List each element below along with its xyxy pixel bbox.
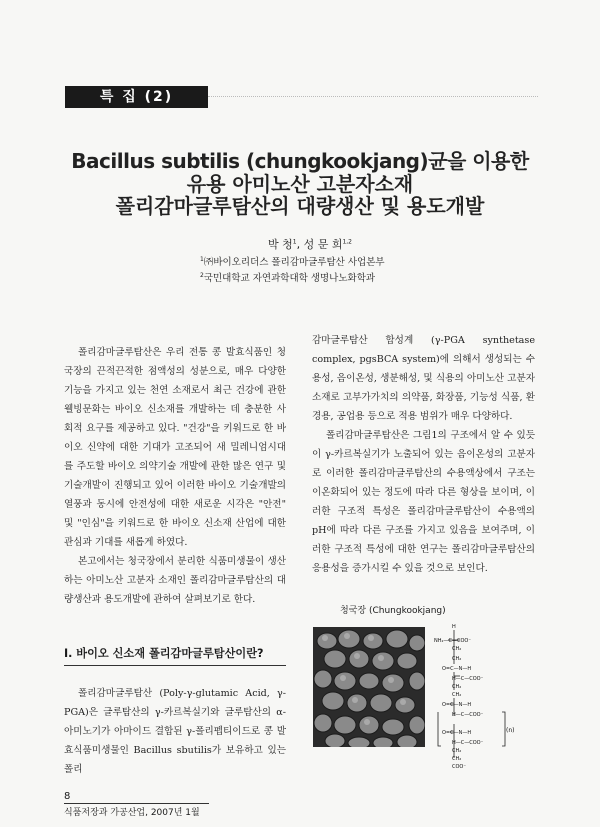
svg-text:O=C—N—H: O=C—N—H [442,702,472,708]
author-1-sup: 1 [292,238,297,246]
svg-text:CH₂: CH₂ [452,646,462,652]
svg-text:O=C—N—H: O=C—N—H [442,730,472,736]
svg-text:NH₂—C—COO⁻: NH₂—C—COO⁻ [434,638,471,644]
left-column-section [64,684,286,779]
section-title: Ⅰ. 바이오 신소재 폴리감마글루탐산이란? [64,647,264,660]
svg-text:CH₂: CH₂ [452,684,462,690]
svg-text:CH₂: CH₂ [452,748,462,754]
title-line-3: 폴리감마글루탐산의 대량생산 및 용도개발 [115,194,485,218]
section-rule [64,665,286,666]
affiliation-1-text: ㈜바이오리더스 폴리감마글루탐산 사업본부 [203,257,385,268]
affiliation-1 [200,254,460,268]
svg-text:H—C—COO⁻: H—C—COO⁻ [452,740,484,746]
title-line-2: 유용 아미노산 고분자소재 [186,172,414,196]
chungkookjang-photo [313,627,425,747]
svg-text:CH₂: CH₂ [452,656,462,662]
footer-rule [64,803,209,804]
svg-text:O=C—N—H: O=C—N—H [442,666,472,672]
left-column-intro [64,343,286,609]
affiliation-1-sup: 1 [200,255,204,263]
pga-structure-diagram [426,620,516,770]
paragraph: 본고에서는 청국장에서 분리한 식품미생물이 생산하는 아미노산 고분자 소재인 폴리감마글루탐산의 대량생산과 용도개발에 관하여 살펴보기로 한다. [64,556,286,605]
paragraph: 폴리감마글루탐산은 그림1의 구조에서 알 수 있듯이 γ-카르복실기가 노출되어 있는 음이온성의 고분자로 이러한 폴리감마글루탐산의 수용액상에서 구조는 이온화되어 있는 정도에 따라 다른 형상을 보이며, 이러한 구조적 특성은 폴리감마글루탐산이 수용액의 pH에 따라 다른 구조를 가지고 있음을 보여주며, 이러한 구조적 특성에 대한 연구는 폴리감마글루탐산의 응용성을 증가시킬 수 있을 것으로 보인다. [312,430,535,574]
author-2-sup: 1,2 [342,238,352,246]
svg-text:H: H [452,624,456,630]
title-line-1: Bacillus subtilis (chungkookjang)균을 이용한 [71,149,529,173]
svg-text:H—C—COO⁻: H—C—COO⁻ [452,676,484,682]
section-banner: 특 집 (2) [65,86,208,108]
affiliation-2 [200,270,460,284]
page-number: 8 [64,791,71,802]
affiliation-2-text: 국민대학교 자연과학대학 생명나노화학과 [203,273,376,284]
author-line [200,236,420,252]
repeat-unit-label: (n) [506,727,515,734]
svg-text:COO⁻: COO⁻ [452,764,467,770]
banner-rule [208,96,538,97]
svg-text:H—C—COO⁻: H—C—COO⁻ [452,712,484,718]
author-1: 박 청 [268,238,293,251]
figure-caption: 청국장 (Chungkookjang) [340,606,446,616]
right-column [312,331,535,578]
svg-text:CH₂: CH₂ [452,692,462,698]
journal-footer: 식품저장과 가공산업, 2007년 1월 [64,808,200,818]
paragraph: 감마글루탐산 합성계 (γ-PGA synthetase complex, pgsBCA system)에 의해서 생성되는 수용성, 음이온성, 생분해성, 및 식용의 아미노산 고분자소재로 고부가가치의 의약품, 화장품, 기능성 식품, 환경용, 공업용 등으로 적용 범위가 매우 다양하다. [312,335,535,422]
affiliation-2-sup: 2 [200,271,204,279]
svg-text:CH₂: CH₂ [452,756,462,762]
paragraph: 폴리감마글루탐산 (Poly-γ-glutamic Acid, γ-PGA)은 글루탐산의 γ-카르복실기와 글루탐산의 α-아미노기가 아마이드 결합된 γ-폴리펩티이드로 콩 발효식품미생물인 Bacillus sbutilis가 보유하고 있는 폴리 [64,688,286,775]
paragraph: 폴리감마글루탐산은 우리 전통 콩 발효식품인 청국장의 끈적끈적한 점액성의 성분으로, 매우 다양한 기능을 가지고 있는 천연 소재로서 최근 건강에 관한 웰빙문화는 바이오 신소재를 개발하는 데 충분한 사회적 요구를 제공하고 있다. "건강"을 키워드로 한 바이오 신약에 대한 기대가 고조되어 새 밀레니엄시대를 주도할 바이오 의약기술 개발에 관한 많은 연구 및 기술개발이 진행되고 있어 이러한 바이오 기술개발의 열풍과 동시에 안전성에 대한 새로운 시각은 "안전" 및 "인심"을 키워드로 한 바이오 신소재 산업에 대한 관심과 기대를 새롭게 하였다. [64,347,286,548]
author-separator: , [296,238,304,251]
author-2: 성 문 희 [303,238,343,251]
